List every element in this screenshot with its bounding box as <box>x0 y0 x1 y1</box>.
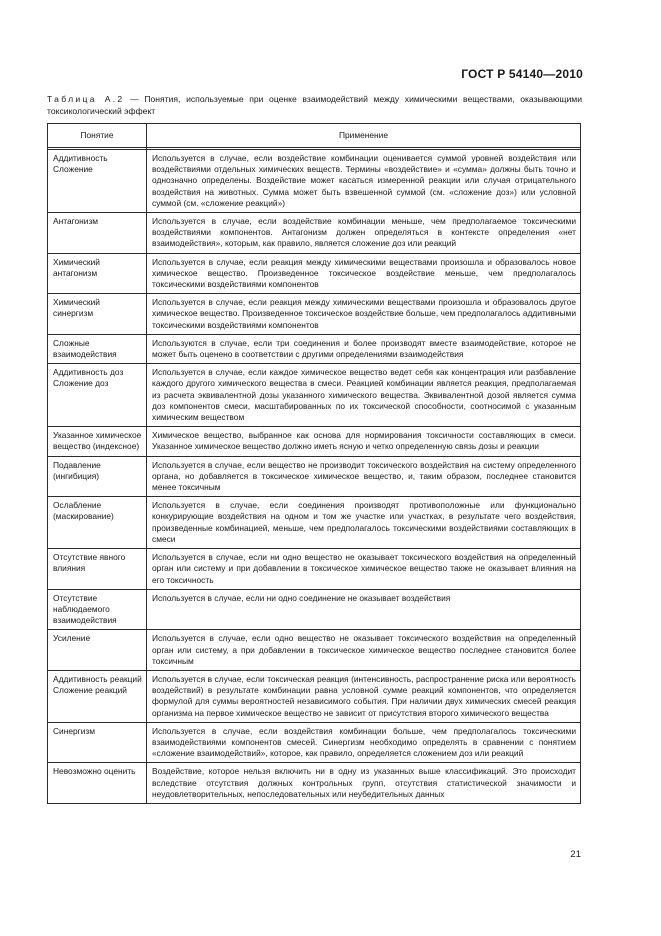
usage-cell: Используется в случае, если реакция между химическими веществами произошла и образовалось новое химическое вещество. Произведенное токсическое воздействие меньше, чем предполагалось токсическими воздействиями компонентов <box>147 253 581 294</box>
table-caption-text: — Понятия, используемые при оценке взаимодействий между химическими веществами, оказывающими токсикологический эффект <box>47 94 583 116</box>
table-row <box>48 630 581 671</box>
table-caption <box>47 93 582 117</box>
table-row <box>48 364 581 427</box>
table-row <box>48 334 581 363</box>
standard-number: ГОСТ Р 54140—2010 <box>461 67 583 81</box>
term-cell: Отсутствие наблюдаемого взаимодействия <box>48 589 147 630</box>
usage-cell: Используется в случае, если вещество не производит токсического воздействия на систему определенного органа, но добавляется в токсическое химическое вещество, и, таким образом, последнее становится менее токсичным <box>147 456 581 497</box>
term-cell: Аддитивность доз Сложение доз <box>48 364 147 427</box>
table-row <box>48 427 581 456</box>
usage-cell: Используются в случае, если три соединения и более производят вместе взаимодействие, которое не может быть оценено в соответствии с другими определениями взаимодействия <box>147 334 581 363</box>
table-row <box>48 722 581 763</box>
usage-cell: Используется в случае, если одно вещество не оказывает токсического воздействия на определенный орган или систему, а при добавлении в токсическое химическое вещество последнее становится более токсичным <box>147 630 581 671</box>
term-cell: Отсутствие явного влияния <box>48 549 147 590</box>
term-cell: Подавление (ингибиция) <box>48 456 147 497</box>
usage-cell: Химическое вещество, выбранное как основа для нормирования токсичности составляющих в смеси. Указанное химическое вещество должно иметь ясную и четко определенную связь дозы и реакции <box>147 427 581 456</box>
term-cell: Химический синергизм <box>48 294 147 335</box>
table-row <box>48 253 581 294</box>
table-row <box>48 670 581 722</box>
usage-cell: Используется в случае, если реакция между химическими веществами произошла и образовалось другое химическое вещество. Произведенное токсическое воздействие больше, чем предполагалось аддитивными токсическими воздействиями компонентов <box>147 294 581 335</box>
table-body <box>48 150 581 804</box>
table-row <box>48 497 581 549</box>
usage-cell: Используется в случае, если воздействие комбинации оценивается суммой уровней воздействия или воздействиями отдельных химических веществ. Термины «воздействие» и «сумма» должны быть точно и однозначно определены. Воздействие может касаться измеренной реакции или случая отрицательного воздействия на животных. Сумма может быть взвешенной суммой (см. «сложение доз») или условной суммой (см. «сложение реакций») <box>147 150 581 213</box>
table-row <box>48 763 581 804</box>
term-cell: Аддитивность реакций Сложение реакций <box>48 670 147 722</box>
usage-cell: Воздействие, которое нельзя включить ни в одну из указанных выше классификаций. Это происходит вследствие отсутствия должных контрольных групп, отсутствия статистической значимости и неудовлетворительных, непоследовательных или неубедительных данных <box>147 763 581 804</box>
table-row <box>48 150 581 213</box>
term-cell: Сложные взаимодействия <box>48 334 147 363</box>
page-number: 21 <box>570 849 581 860</box>
column-header-usage: Применение <box>147 124 581 148</box>
term-cell: Усиление <box>48 630 147 671</box>
usage-cell: Используется в случае, если каждое химическое вещество ведет себя как концентрация или разбавление каждого другого химического вещества в смеси. Реакцией комбинации является реакция, предполагаемая из расчета эквивалентной дозы указанного химического вещества. Эквивалентной дозой является сумма доз компонентов смеси, масштабированных по их токсической способности, соотносимой с указанным химическим веществом <box>147 364 581 427</box>
term-cell: Ослабление (маскирование) <box>48 497 147 549</box>
column-header-term: Понятие <box>48 124 147 148</box>
usage-cell: Используется в случае, если соединения производят противоположные или функционально конкурирующие воздействия на одном и том же участке или участках, в результате чего воздействия, произведенные комбинацией, меньше, чем предполагалось токсическими воздействиями составляющих в смеси <box>147 497 581 549</box>
term-cell: Химический антагонизм <box>48 253 147 294</box>
usage-cell: Используется в случае, если воздействия комбинации больше, чем предполагалось токсическими взаимодействиями компонентов смесей. Синергизм необходимо определять в сравнении с понятием «сложение взаимодействий», которое, как правило, определяется сложением доз или реакций <box>147 722 581 763</box>
usage-cell: Используется в случае, если ни одно соединение не оказывает воздействия <box>147 589 581 630</box>
usage-cell: Используется в случае, если токсическая реакция (интенсивность, распространение риска или вероятность воздействий) в результате комбинации равна условной сумме реакций компонентов, что определяется формулой для суммы вероятностей независимого события. При наличии двух химических смесей реакция организма на первое химическое вещество не зависит от присутствия второго химического вещества <box>147 670 581 722</box>
table-row <box>48 549 581 590</box>
usage-cell: Используется в случае, если воздействие комбинации меньше, чем предполагаемое токсическими воздействиями компонентов. Антагонизм должен определяться в контексте определения «нет взаимодействия», которым, как правило, является сложение доз или реакций <box>147 213 581 254</box>
term-cell: Антагонизм <box>48 213 147 254</box>
term-cell: Невозможно оценить <box>48 763 147 804</box>
table-row <box>48 294 581 335</box>
table-row <box>48 456 581 497</box>
table-row <box>48 589 581 630</box>
table-caption-label: Таблица А.2 <box>47 94 125 104</box>
table-header-row <box>48 124 581 148</box>
concepts-table <box>47 123 581 804</box>
table-row <box>48 213 581 254</box>
term-cell: Синергизм <box>48 722 147 763</box>
term-cell: Указанное химическое вещество (индексное) <box>48 427 147 456</box>
usage-cell: Используется в случае, если ни одно вещество не оказывает токсического воздействия на определенный орган или систему и при добавлении в токсическое химическое вещество также не оказывает влияния на его токсичность <box>147 549 581 590</box>
term-cell: Аддитивность Сложение <box>48 150 147 213</box>
